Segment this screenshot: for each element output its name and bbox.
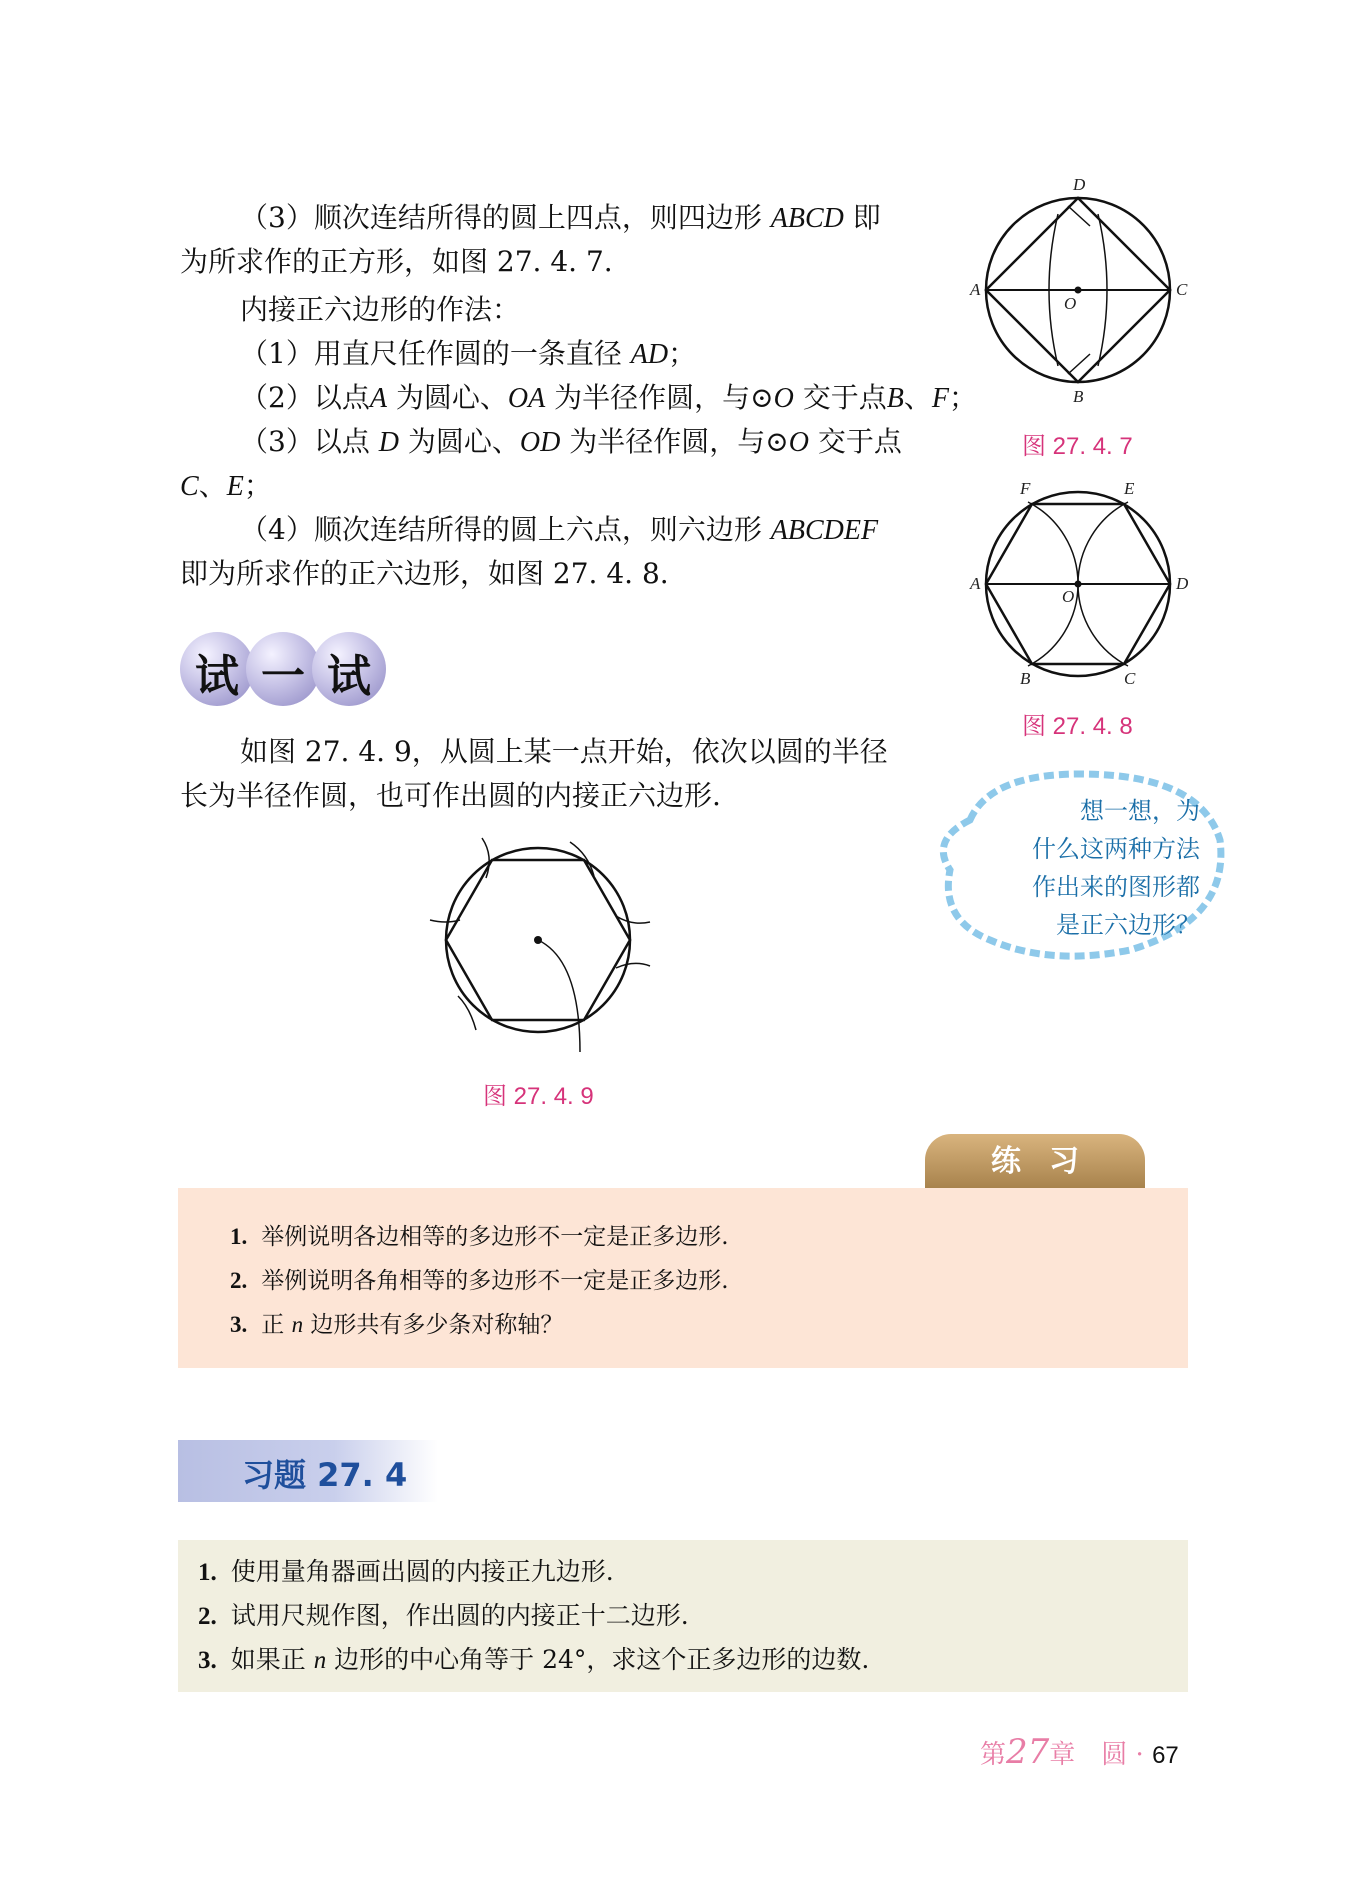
try-char: 试 — [327, 651, 371, 702]
label-d: D — [1176, 574, 1189, 593]
label-f: F — [1020, 479, 1031, 498]
figure-caption: 图 27. 4. 9 — [483, 1083, 594, 1110]
try-text: 长为半径作圆，也可作出圆的内接正六边形. — [180, 779, 721, 812]
figure-square-construction — [970, 170, 1200, 410]
practice-item: 1. 举例说明各边相等的多边形不一定是正多边形. — [230, 1224, 729, 1250]
think-text: 想一想，为 什么这两种方法 作出来的图形都 是正六边形？ — [1032, 797, 1200, 939]
hex-step-1: （1）用直尺任作圆的一条直径 AD； — [240, 337, 697, 370]
label-b: B — [1020, 669, 1031, 688]
hex-step-3: （3）以点 D 为圆心、OD 为半径作圆，与⊙O 交于点 — [240, 425, 902, 458]
practice-tab: 练习 — [925, 1134, 1145, 1188]
page-footer: 第27章 圆 · 67 — [980, 1732, 1179, 1772]
text-line: 为所求作的正方形，如图 27. 4. 7. — [180, 245, 613, 278]
hex-step-4: （4）顺次连结所得的圆上六点，则六边形 ABCDEF — [240, 513, 879, 546]
figure-hexagon-construction — [970, 480, 1200, 690]
label-c: C — [1176, 280, 1188, 299]
think-bubble — [930, 770, 1230, 960]
exercise-title: 习题 27. 4 — [242, 1456, 408, 1494]
exercise-box — [178, 1540, 1188, 1692]
label-d: D — [1073, 175, 1086, 194]
label-c: C — [1124, 669, 1136, 688]
exercise-item: 1. 使用量角器画出圆的内接正九边形. — [198, 1557, 614, 1586]
hex-step-2: （2）以点A 为圆心、OA 为半径作圆，与⊙O 交于点B、F； — [240, 381, 977, 414]
hexagon-method-heading: 内接正六边形的作法： — [240, 293, 521, 326]
label-a: A — [970, 280, 981, 299]
figure-caption: 图 27. 4. 8 — [1022, 713, 1133, 740]
text-line: C、E； — [180, 469, 272, 502]
label-o: O — [1064, 294, 1077, 313]
step-4-square: （3）顺次连结所得的圆上四点，则四边形 ABCD 即 — [240, 201, 881, 234]
practice-item: 3. 正 n 边形共有多少条对称轴？ — [230, 1312, 564, 1338]
try-char: 一 — [261, 651, 305, 702]
practice-item: 2. 举例说明各角相等的多边形不一定是正多边形. — [230, 1268, 729, 1294]
figure-caption: 图 27. 4. 7 — [1022, 433, 1133, 460]
try-char: 试 — [195, 651, 239, 702]
practice-box — [178, 1188, 1188, 1368]
text-line: 即为所求作的正六边形，如图 27. 4. 8. — [180, 557, 669, 590]
label-a: A — [970, 574, 981, 593]
exercise-item: 3. 如果正 n 边形的中心角等于 24°，求这个正多边形的边数. — [198, 1645, 870, 1674]
label-o: O — [1062, 587, 1075, 606]
label-e: E — [1124, 479, 1135, 498]
exercise-header — [178, 1440, 438, 1502]
label-b: B — [1073, 387, 1084, 406]
page-number: 67 — [1152, 1742, 1179, 1769]
figure-hexagon-arcs — [410, 820, 670, 1060]
try-it-header — [180, 632, 410, 706]
exercise-item: 2. 试用尺规作图，作出圆的内接正十二边形. — [198, 1601, 689, 1630]
try-text: 如图 27. 4. 9，从圆上某一点开始，依次以圆的半径 — [240, 735, 888, 768]
